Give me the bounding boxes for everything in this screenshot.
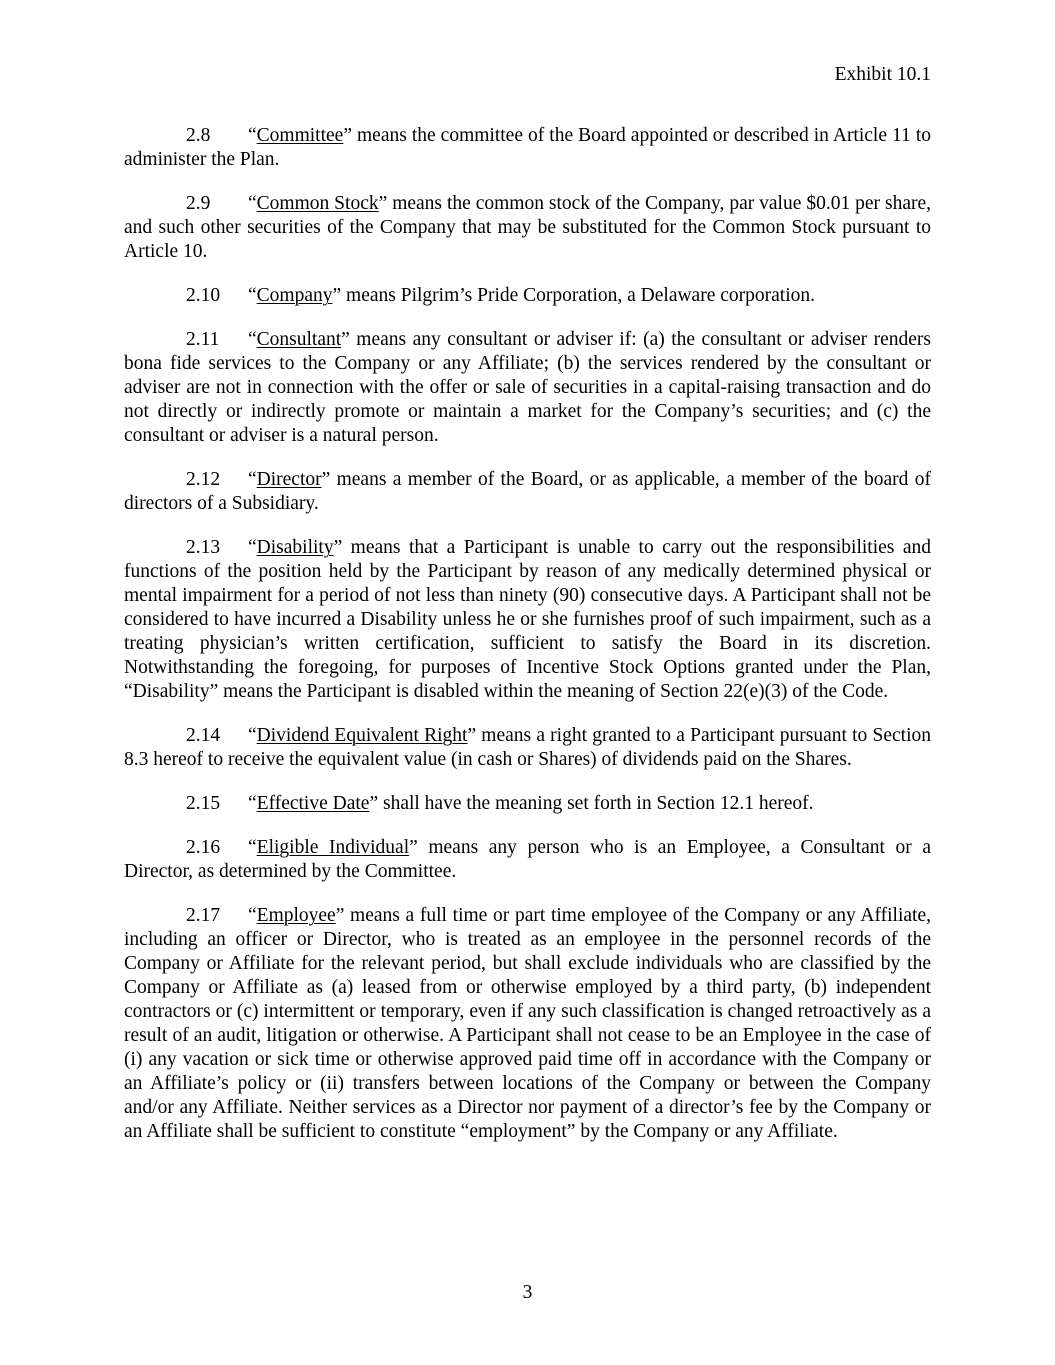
definition-paragraph [124, 284, 931, 308]
open-quote: “ [248, 793, 257, 814]
open-quote: “ [248, 837, 257, 858]
open-quote: “ [248, 285, 257, 306]
definition-paragraph [124, 724, 931, 772]
definition-text: ” means the committee of the Board appointed or described in Article 11 to administer the Plan. [124, 125, 931, 170]
definition-paragraph [124, 468, 931, 516]
open-quote: “ [248, 125, 257, 146]
defined-term: Director [256, 469, 322, 490]
defined-term: Dividend Equivalent Right [256, 725, 468, 746]
definition-paragraph [124, 124, 931, 172]
definition-text: ” means a member of the Board, or as applicable, a member of the board of directors of a Subsidiary. [124, 469, 931, 514]
definition-text: ” means any consultant or adviser if: (a) the consultant or adviser renders bona fide services to the Company or any Affiliate; (b) the services rendered by the consultant or adviser are not in connection with the offer or sale of securities in a capital-raising transaction and do not directly or indirectly promote or maintain a market for the Company’s securities; and (c) the consultant or adviser is a natural person. [124, 329, 931, 446]
section-number: 2.17 [186, 905, 221, 926]
document-page [124, 0, 931, 1365]
open-quote: “ [248, 469, 257, 490]
defined-term: Consultant [256, 329, 342, 350]
open-quote: “ [248, 329, 257, 350]
definition-text: ” means a right granted to a Participant pursuant to Section 8.3 hereof to receive the equivalent value (in cash or Shares) of dividends paid on the Shares. [124, 725, 931, 770]
defined-term: Employee [256, 905, 336, 926]
page-number: 3 [522, 1282, 533, 1303]
defined-term: Eligible Individual [256, 837, 410, 858]
defined-term: Common Stock [256, 193, 379, 214]
definition-text: ” means Pilgrim’s Pride Corporation, a Delaware corporation. [332, 285, 815, 306]
definition-paragraph [124, 536, 931, 704]
section-number: 2.12 [186, 469, 221, 490]
definition-text: ” means the common stock of the Company, par value $0.01 per share, and such other securities of the Company that may be substituted for the Common Stock pursuant to Article 10. [124, 193, 931, 262]
defined-term: Committee [256, 125, 344, 146]
defined-term: Effective Date [256, 793, 370, 814]
defined-term: Company [256, 285, 333, 306]
defined-term: Disability [256, 537, 334, 558]
definitions-section [124, 124, 931, 1164]
definition-text: ” means any person who is an Employee, a Consultant or a Director, as determined by the Committee. [124, 837, 931, 882]
section-number: 2.9 [186, 193, 211, 214]
section-number: 2.10 [186, 285, 221, 306]
open-quote: “ [248, 193, 257, 214]
definition-text: ” shall have the meaning set forth in Section 12.1 hereof. [369, 793, 814, 814]
section-number: 2.15 [186, 793, 221, 814]
definition-paragraph [124, 836, 931, 884]
definition-text: ” means that a Participant is unable to carry out the responsibilities and functions of the position held by the Participant by reason of any medically determined physical or mental impairment for a period of not less than ninety (90) consecutive days. A Participant shall not be considered to have incurred a Disability unless he or she furnishes proof of such impairment, such as a treating physician’s written certification, sufficient to satisfy the Board in its discretion. Notwithstanding the foregoing, for purposes of Incentive Stock Options granted under the Plan, “Disability” means the Participant is disabled within the meaning of Section 22(e)(3) of the Code. [124, 537, 931, 702]
definition-text: ” means a full time or part time employee of the Company or any Affiliate, including an officer or Director, who is treated as an employee in the personnel records of the Company or Affiliate for the relevant period, but shall exclude individuals who are classified by the Company or Affiliate as (a) leased from or otherwise employed by a third party, (b) independent contractors or (c) intermittent or temporary, even if any such classification is changed retroactively as a result of an audit, litigation or otherwise. A Participant shall not cease to be an Employee in the case of (i) any vacation or sick time or otherwise approved paid time off in accordance with the Company or an Affiliate’s policy or (ii) transfers between locations of the Company or between the Company and/or any Affiliate. Neither services as a Director nor payment of a director’s fee by the Company or an Affiliate shall be sufficient to constitute “employment” by the Company or any Affiliate. [124, 905, 931, 1142]
section-number: 2.16 [186, 837, 221, 858]
section-number: 2.14 [186, 725, 221, 746]
definition-paragraph [124, 792, 931, 816]
open-quote: “ [248, 537, 257, 558]
section-number: 2.11 [186, 329, 220, 350]
section-number: 2.13 [186, 537, 221, 558]
definition-paragraph [124, 192, 931, 264]
definition-paragraph [124, 904, 931, 1144]
exhibit-label: Exhibit 10.1 [834, 64, 931, 85]
section-number: 2.8 [186, 125, 211, 146]
open-quote: “ [248, 905, 257, 926]
open-quote: “ [248, 725, 257, 746]
definition-paragraph [124, 328, 931, 448]
